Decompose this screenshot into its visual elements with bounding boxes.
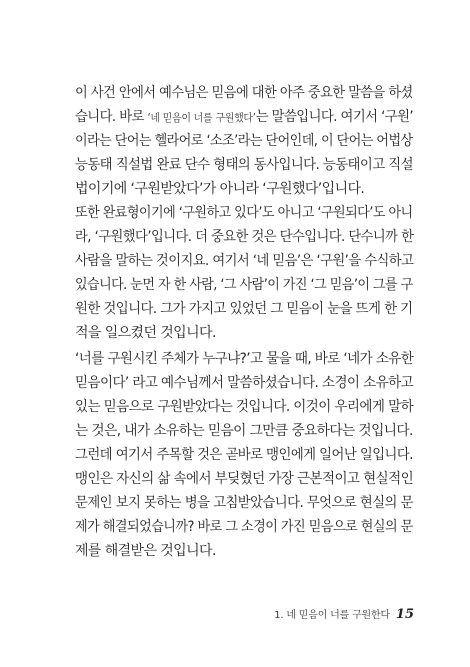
text-line [75, 107, 413, 128]
text-line: 이라는 단어는 헬라어로 ‘소조’라는 단어인데, 이 단어는 어법상 [75, 133, 413, 149]
text-line: ‘너를 구원시킨 주체가 누구냐?’고 물을 때, 바로 ‘네가 소유한 [75, 351, 414, 367]
text-line: 그런데 여기서 주목할 것은 곧바로 맹인에게 일어난 일입니다. [75, 447, 413, 463]
text-line: 맹인은 자신의 삶 속에서 부딪혔던 가장 근본적이고 현실적인 [75, 471, 414, 487]
text-line: 사람을 말하는 것이지요. 여기서 ‘네 믿음’은 ‘구원’을 수식하고 [75, 253, 414, 269]
text-line: 법이기에 ‘구원받았다’가 아니라 ‘구원했다’입니다. [75, 181, 365, 197]
text-line: 능동태 직설법 완료 단수 형태의 동사입니다. 능동태이고 직설 [75, 157, 413, 173]
text-line: 원한 것입니다. 그가 가지고 있었던 그 믿음이 눈을 뜨게 한 기 [75, 301, 413, 317]
text-line: 문제인 보지 못하는 병을 고침받았습니다. 무엇으로 현실의 문 [75, 495, 413, 511]
text-line: 있는 믿음으로 구원받았다는 것입니다. 이것이 우리에게 말하 [75, 399, 414, 415]
page-footer [274, 603, 414, 622]
text-line: 제를 해결받은 것입니다. [75, 543, 216, 559]
text-line: 는 것은, 내가 소유하는 믿음이 그만큼 중요하다는 것입니다. [75, 423, 413, 439]
text-line: 또한 완료형이기에 ‘구원하고 있다’도 아니고 ‘구원되다’도 아니 [75, 205, 413, 221]
text-line: 있습니다. 눈먼 자 한 사람, ‘그 사람’이 가진 ‘그 믿음’이 그를 구 [75, 277, 413, 293]
text-line: 라, ‘구원했다’입니다. 더 중요한 것은 단수입니다. 단수니까 한 [75, 229, 414, 245]
text-segment: 습니다. 바로 [75, 109, 148, 125]
text-line: 이 사건 안에서 예수님은 믿음에 대한 아주 중요한 말씀을 하셨 [75, 85, 413, 101]
text-segment: 는 말씀입니다. 여기서 ‘구원’ [255, 109, 414, 125]
text-line: 적을 일으켰던 것입니다. [75, 325, 216, 341]
text-line: 믿음이다’ 라고 예수님께서 말씀하셨습니다. 소경이 소유하고 [75, 375, 414, 391]
page-number: 15 [395, 607, 414, 622]
text-line: 제가 해결되었습니까? 바로 그 소경이 가진 믿음으로 현실의 문 [75, 519, 413, 535]
running-header-chapter: 1. 네 믿음이 너를 구원한다 [274, 610, 390, 621]
quoted-phrase: ‘네 믿음이 너를 구원했다’ [147, 112, 256, 124]
